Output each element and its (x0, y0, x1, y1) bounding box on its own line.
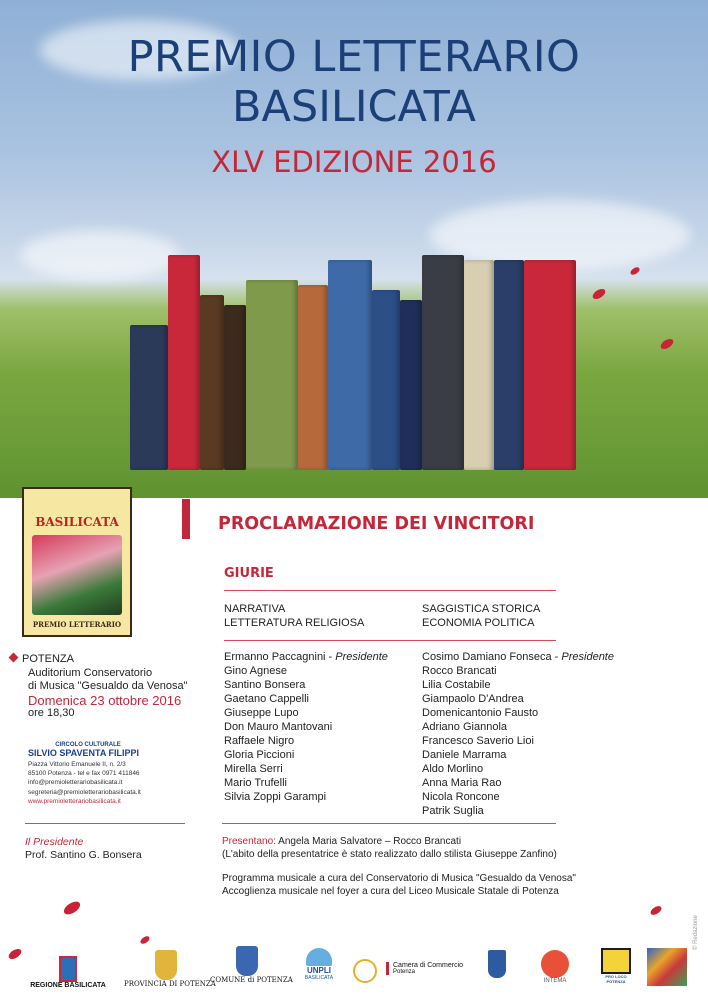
petal (659, 337, 675, 350)
jury-member: Patrik Suglia (422, 805, 484, 817)
book (246, 280, 298, 470)
divider (222, 823, 556, 824)
sponsor-label: Camera di Commercio (393, 962, 464, 969)
presenters-label: Presentano: (222, 836, 276, 847)
book (494, 260, 524, 470)
sponsor-regione (28, 956, 108, 989)
jury-member: Nicola Roncone (422, 791, 500, 803)
jury-member: Raffaele Nigro (224, 735, 295, 747)
jury-member: Domenicantonio Fausto (422, 707, 539, 719)
book (422, 255, 464, 470)
dress-note: (L'abito della presentatrice è stato realizzato dallo stilista Giuseppe Zanfino) (222, 848, 557, 860)
jury-member: Daniele Marrama (422, 749, 507, 761)
sponsor-comune (210, 946, 293, 984)
jury-member: Lilia Costabile (422, 679, 491, 691)
circolo-name: SILVIO SPAVENTA FILIPPI (28, 748, 140, 758)
book (130, 325, 168, 470)
divider (224, 590, 556, 591)
category: LETTERATURA RELIGIOSA (224, 617, 365, 629)
email-segreteria[interactable]: segreteria@premioletterariobasilicata.it (28, 788, 141, 796)
event-date: Domenica 23 ottobre 2016 (28, 692, 182, 708)
seal-icon (353, 959, 377, 983)
jury-right (422, 650, 614, 818)
jury-president (224, 650, 388, 664)
spacer (222, 861, 576, 873)
categories-left (224, 602, 364, 630)
petal (649, 905, 663, 916)
jury-member: Giampaolo D'Andrea (422, 693, 524, 705)
book (372, 290, 400, 470)
logo-bottom-text: PREMIO LETTERARIO (32, 620, 122, 629)
logo-illustration (32, 535, 122, 615)
subsection-heading: GIURIE (224, 566, 274, 581)
venue-line-2: di Musica "Gesualdo da Venosa" (28, 680, 188, 693)
jury-member: Gino Agnese (224, 665, 287, 677)
president-name: Cosimo Damiano Fonseca - (422, 651, 562, 663)
category: ECONOMIA POLITICA (422, 617, 535, 629)
jury-member: Mario Trufelli (224, 777, 287, 789)
book (168, 255, 200, 470)
basilicata-logo (22, 487, 132, 637)
sponsor-label: REGIONE BASILICATA (30, 982, 106, 989)
sponsor-sublabel: Potenza (393, 969, 416, 975)
website-link[interactable]: www.premioletterariobasilicata.it (28, 797, 121, 805)
mosaic-logo-icon (647, 948, 687, 986)
address: Piazza Vittorio Emanuele II, n. 2/3 (28, 761, 126, 768)
emblem-icon (488, 950, 506, 978)
title-line-1: PREMIO LETTERARIO (127, 32, 581, 82)
city-name: POTENZA (22, 653, 74, 665)
intema-logo-icon (541, 950, 569, 978)
president-role: Presidente (335, 651, 388, 663)
section-heading: PROCLAMAZIONE DEI VINCITORI (218, 514, 535, 534)
book (400, 300, 422, 470)
jury-member: Mirella Serri (224, 763, 283, 775)
book (524, 260, 576, 470)
circolo-label: CIRCOLO CULTURALE (55, 742, 121, 748)
sponsor-unpli (293, 948, 345, 981)
comune-crest-icon (236, 946, 258, 976)
sponsor-label: PRO LOCO POTENZA (605, 974, 627, 984)
divider (25, 823, 185, 824)
category: SAGGISTICA STORICA (422, 603, 541, 615)
contact-info (28, 760, 141, 806)
unpli-logo-icon (306, 948, 332, 966)
category: NARRATIVA (224, 603, 286, 615)
sponsors-bar (0, 944, 708, 1000)
jury-president (422, 650, 614, 664)
sponsor-label: UNPLI (307, 966, 331, 975)
phone: 85100 Potenza - tel e fax 0971 411846 (28, 770, 140, 778)
book (328, 260, 372, 470)
sponsor-emblem (482, 950, 512, 978)
venue-line-1: Auditorium Conservatorio (28, 666, 153, 679)
photo-credit: © Redazione (693, 915, 699, 950)
sponsor-intema (535, 950, 575, 984)
hero-banner (0, 0, 708, 498)
music-foyer: Accoglienza musicale nel foyer a cura del Liceo Musicale Statale di Potenza (222, 885, 559, 897)
jury-member: Gloria Piccioni (224, 749, 295, 761)
jury-member: Giuseppe Lupo (224, 707, 299, 719)
president-name: Ermanno Paccagnini - (224, 651, 336, 663)
event-info (222, 836, 576, 898)
jury-member: Santino Bonsera (224, 679, 306, 691)
email-info[interactable]: info@premioletterariobasilicata.it (28, 779, 123, 787)
camera-wordmark (386, 962, 466, 975)
sponsor-proloco (598, 948, 634, 984)
jury-member: Gaetano Cappelli (224, 693, 310, 705)
sponsor-mosaic (646, 948, 688, 986)
president-title: Il Presidente (25, 836, 84, 848)
event-location (10, 653, 187, 721)
sponsor-label: PROVINCIA DI POTENZA (124, 980, 216, 988)
books-illustration (95, 200, 615, 470)
title-line-2: BASILICATA (232, 82, 476, 132)
jury-member: Don Mauro Mantovani (224, 721, 333, 733)
president-block (25, 836, 142, 862)
city (10, 653, 187, 667)
petal (629, 266, 641, 276)
sponsor-label: INTEMA (543, 978, 567, 984)
book (464, 260, 494, 470)
sponsor-sublabel: BASILICATA (304, 975, 334, 981)
jury-member: Francesco Saverio Lioi (422, 735, 534, 747)
red-tab-decoration (182, 499, 190, 539)
petal (62, 900, 83, 917)
logo-title: BASILICATA (35, 515, 119, 529)
music-program: Programma musicale a cura del Conservatorio di Musica "Gesualdo da Venosa" (222, 873, 576, 884)
jury-left (224, 650, 388, 804)
sponsor-camera (386, 962, 466, 975)
sponsor-label: COMUNE di POTENZA (210, 976, 293, 984)
divider (224, 640, 556, 641)
presenters-line (222, 836, 576, 849)
sponsor-seal (352, 959, 378, 983)
event-time: ore 18,30 (28, 707, 75, 720)
edition-label: XLV EDIZIONE 2016 (211, 145, 497, 179)
sponsor-provincia (124, 950, 216, 988)
book (200, 295, 224, 470)
president-role: Presidente (561, 651, 614, 663)
jury-member: Adriano Giannola (422, 721, 508, 733)
circolo-logo (28, 742, 148, 758)
book (298, 285, 328, 470)
president-name-full: Prof. Santino G. Bonsera (25, 849, 142, 861)
diamond-icon (9, 653, 19, 663)
jury-member: Rocco Brancati (422, 665, 497, 677)
jury-member: Aldo Morlino (422, 763, 484, 775)
regione-shield-icon (59, 956, 77, 982)
categories-right (422, 602, 540, 630)
book (224, 305, 246, 470)
provincia-crest-icon (155, 950, 177, 980)
proloco-logo-icon (601, 948, 631, 974)
presenters-names: Angela Maria Salvatore – Rocco Brancati (275, 836, 462, 847)
jury-member: Anna Maria Rao (422, 777, 502, 789)
jury-member: Silvia Zoppi Garampi (224, 791, 327, 803)
